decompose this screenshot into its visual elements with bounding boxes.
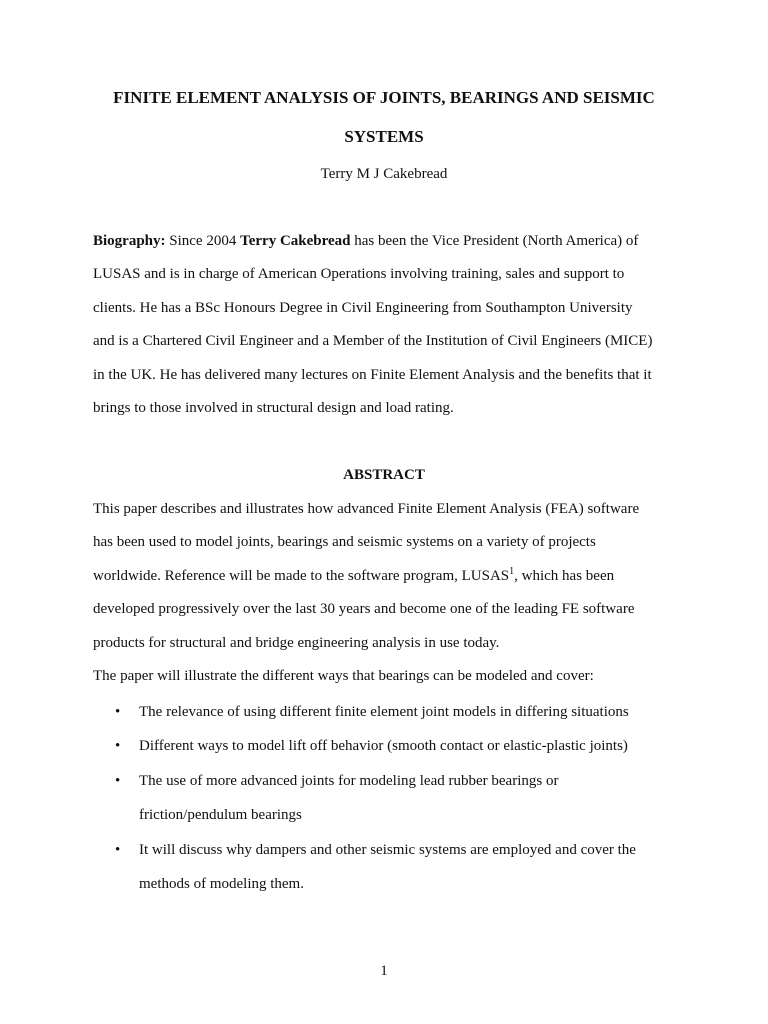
bullet-icon: • — [115, 738, 121, 754]
bullet-icon: • — [115, 842, 121, 858]
abstract-line-5: products for structural and bridge engineering analysis in use today. — [93, 635, 500, 651]
biography-text: has been the Vice President (North America) of — [350, 233, 639, 249]
paper-title-line-1: FINITE ELEMENT ANALYSIS OF JOINTS, BEARINGS AND SEISMIC — [113, 88, 655, 107]
abstract-line-6: The paper will illustrate the different ways that bearings can be modeled and cover: — [93, 668, 594, 684]
bullet-icon: • — [115, 773, 121, 789]
biography-line-5: in the UK. He has delivered many lectures on Finite Element Analysis and the benefits that it — [93, 367, 652, 383]
bullet-item-2: Different ways to model lift off behavior (smooth contact or elastic-plastic joints) — [139, 738, 628, 754]
abstract-line-3 — [93, 568, 614, 585]
abstract-line-4: developed progressively over the last 30 years and become one of the leading FE software — [93, 601, 635, 617]
biography-line-3: clients. He has a BSc Honours Degree in Civil Engineering from Southampton University — [93, 300, 633, 316]
biography-name: Terry Cakebread — [240, 233, 351, 249]
abstract-text: worldwide. Reference will be made to the software program, LUSAS — [93, 568, 510, 584]
paper-title-line-2: SYSTEMS — [344, 127, 424, 146]
bullet-item-3-line-1: The use of more advanced joints for modeling lead rubber bearings or — [139, 773, 559, 789]
abstract-text: , which has been — [514, 568, 615, 584]
abstract-line-2: has been used to model joints, bearings and seismic systems on a variety of projects — [93, 534, 596, 550]
biography-label: Biography: — [93, 233, 166, 249]
biography-line-6: brings to those involved in structural design and load rating. — [93, 400, 454, 416]
abstract-line-1: This paper describes and illustrates how advanced Finite Element Analysis (FEA) software — [93, 501, 640, 517]
bullet-item-4-line-1: It will discuss why dampers and other seismic systems are employed and cover the — [139, 842, 636, 858]
biography-line-1 — [93, 233, 638, 250]
bullet-item-1: The relevance of using different finite element joint models in differing situations — [139, 704, 629, 720]
biography-text: Since 2004 — [165, 233, 241, 249]
page-number: 1 — [380, 963, 388, 979]
biography-line-2: LUSAS and is in charge of American Operations involving training, sales and support to — [93, 266, 625, 282]
abstract-heading: ABSTRACT — [343, 467, 425, 483]
bullet-item-4-line-2: methods of modeling them. — [139, 876, 304, 892]
bullet-icon: • — [115, 704, 121, 720]
bullet-item-3-line-2: friction/pendulum bearings — [139, 807, 302, 823]
footnote-marker: 1 — [509, 566, 515, 577]
author-name: Terry M J Cakebread — [320, 166, 448, 182]
biography-line-4: and is a Chartered Civil Engineer and a Member of the Institution of Civil Engineers (MICE) — [93, 333, 653, 349]
